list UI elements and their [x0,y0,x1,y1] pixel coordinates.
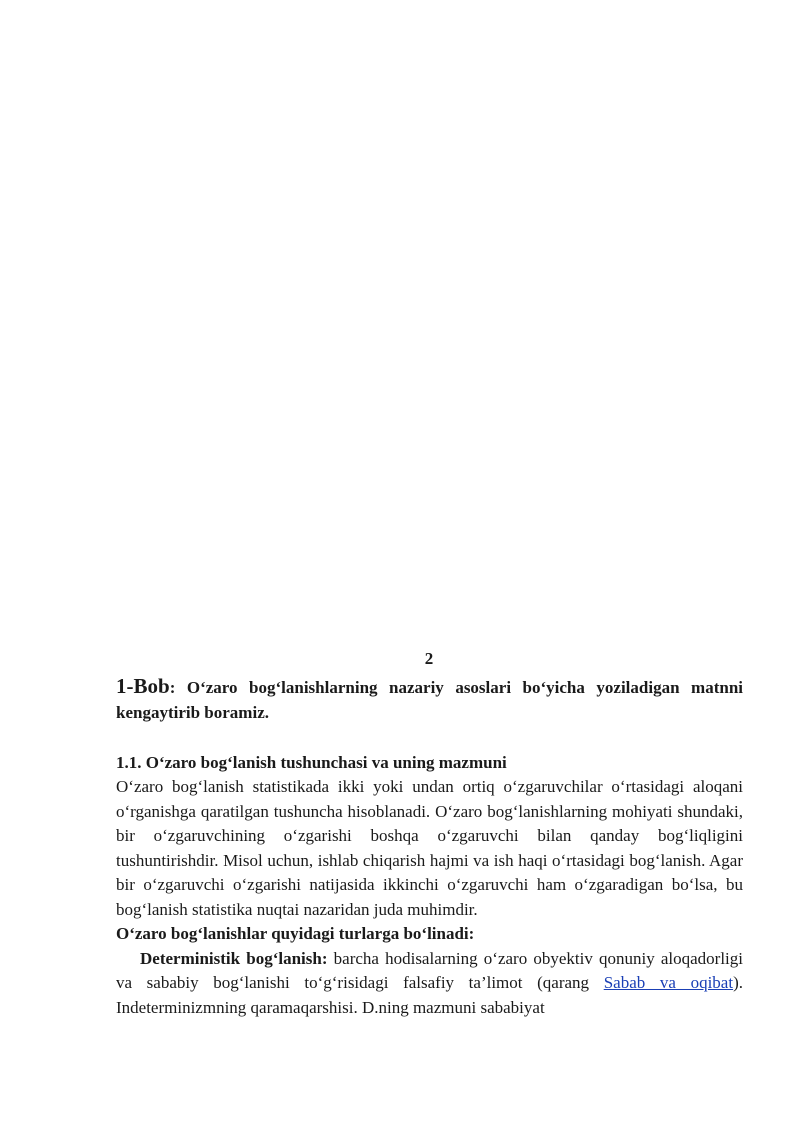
deterministic-text-continued: ). Indeterminizmning qaramaqarshisi. D.ning mazmuni sababiyat [116,973,743,1017]
page-number: 2 [424,649,434,668]
document-body [116,674,743,1020]
deterministic-paragraph [116,947,743,1021]
deterministic-text: barcha hodisalarning o‘zaro obyektiv qonuniy aloqadorligi va sababiy bog‘lanishi to‘g‘risidagi falsafiy ta’limot (qarang [116,948,744,992]
chapter-prefix: 1-Bob [116,674,170,698]
spacer [116,725,743,750]
intro-paragraph: O‘zaro bog‘lanish statistikada ikki yoki undan ortiq o‘zgaruvchilar o‘rtasidagi aloqani o‘rganishga qaratilgan tushuncha hisoblanadi. O‘zaro bog‘lanishlarning mohiyati shundaki, bir o‘zgaruvchining o‘zgarishi boshqa o‘zgaruvchi bilan qanday bog‘liqligini tushuntirishdir. Misol uchun, ishlab chiqarish hajmi va ish haqi o‘rtasidagi bog‘lanish. Agar bir o‘zgaruvchi o‘zgarishi natijasida ikkinchi o‘zgaruvchi ham o‘zgaradigan bo‘lsa, bu bog‘lanish statistika nuqtai nazaridan juda muhimdir. [116,777,743,919]
cause-effect-link[interactable]: Sabab va oqibat [603,973,734,992]
section-heading: 1.1. O‘zaro bog‘lanish tushunchasi va uning mazmuni [116,753,507,772]
chapter-title: : O‘zaro bog‘lanishlarning nazariy asoslari bo‘yicha yoziladigan matnni kengaytirib boramiz. [116,678,743,722]
deterministic-term: Deterministik bog‘lanish: [140,948,328,968]
types-heading: O‘zaro bog‘lanishlar quyidagi turlarga bo‘linadi: [116,924,475,943]
chapter-heading [116,674,743,725]
